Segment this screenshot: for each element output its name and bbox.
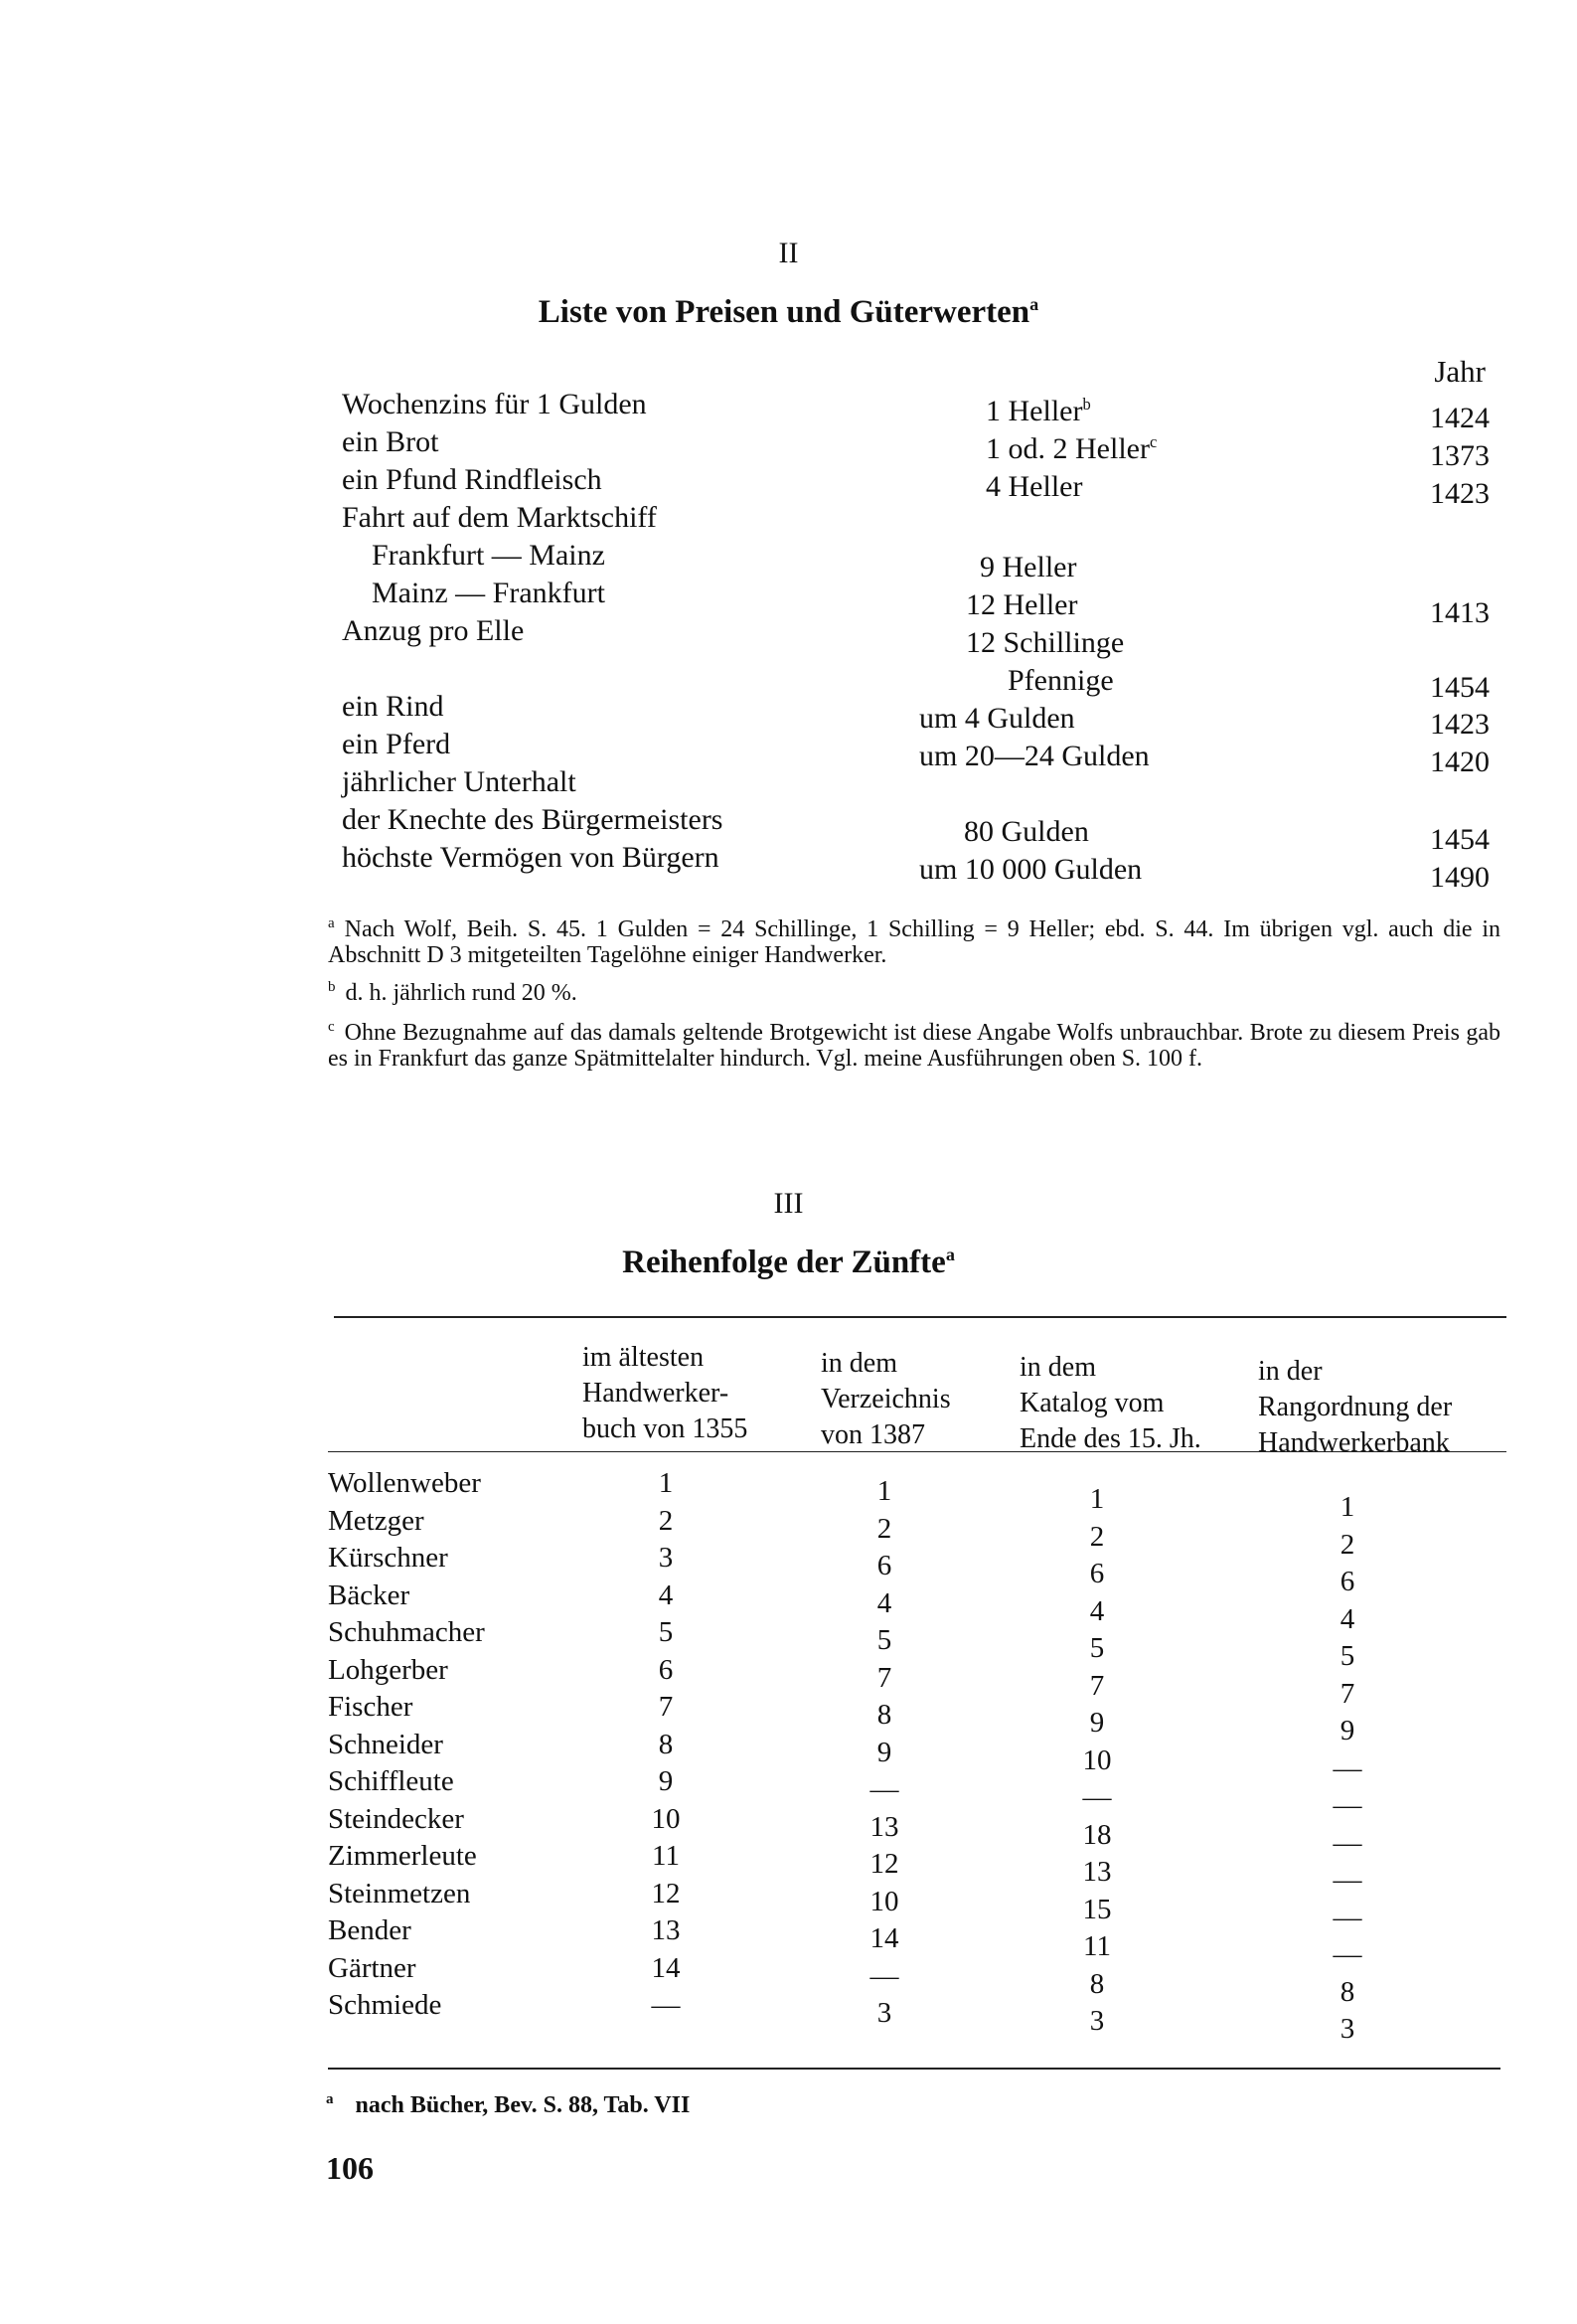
price-item-value: um 20—24 Gulden	[919, 740, 1150, 772]
price-item-label: höchste Vermögen von Bürgern	[342, 841, 719, 874]
price-item-label: Frankfurt — Mainz	[372, 539, 605, 572]
section-3-title-text: Reihenfolge der Zünfte	[622, 1245, 946, 1280]
guild-rank-col-3: —	[1082, 1781, 1112, 1813]
price-item-label: jährlicher Unterhalt	[342, 765, 576, 798]
price-item-label: Wochenzins für 1 Gulden	[342, 388, 647, 420]
guild-name: Lohgerber	[328, 1653, 448, 1686]
price-item-footnote-mark: b	[1082, 395, 1091, 414]
guild-rank-col-2: 9	[876, 1736, 892, 1768]
page-number: 106	[326, 2150, 374, 2186]
guild-rank-col-4: —	[1333, 1826, 1362, 1859]
guild-rank-col-3: 2	[1089, 1520, 1105, 1553]
section-3-title	[0, 1245, 1577, 1281]
guild-rank-col-1: 14	[651, 1951, 681, 1984]
guild-rank-col-2: 10	[869, 1885, 899, 1917]
section-3-title-footnote-mark: a	[945, 1245, 955, 1264]
guild-name: Steinmetzen	[328, 1877, 471, 1909]
guild-rank-col-2: 3	[876, 1997, 892, 2029]
guild-rank-col-1: 7	[658, 1691, 674, 1723]
guild-rank-col-2: 1	[876, 1475, 892, 1507]
price-item-year: 1420	[1430, 746, 1490, 778]
section-2-footnote-a	[328, 911, 1500, 968]
price-item-year: 1423	[1430, 708, 1490, 741]
guild-rank-col-1: 4	[658, 1578, 674, 1611]
guild-name: Metzger	[328, 1504, 424, 1537]
guild-rank-col-4: 1	[1340, 1491, 1355, 1523]
guild-rank-col-3: 4	[1089, 1594, 1105, 1627]
guild-rank-col-1: 13	[651, 1914, 681, 1946]
guild-rank-col-1: 12	[651, 1877, 681, 1909]
price-item-label: Fahrt auf dem Marktschiff	[342, 501, 657, 534]
guild-rank-col-4: —	[1333, 1864, 1362, 1896]
guild-rank-col-1: 1	[658, 1467, 674, 1499]
column-header-1387: in dem Verzeichnis von 1387	[821, 1348, 951, 1450]
guild-rank-col-4: 4	[1340, 1602, 1355, 1635]
guild-rank-col-2: 6	[876, 1550, 892, 1581]
guild-rank-col-3: 7	[1089, 1669, 1105, 1702]
guild-rank-col-4: 3	[1340, 2013, 1355, 2045]
guild-rank-col-3: 3	[1089, 2005, 1105, 2037]
table-bottom-rule	[328, 2068, 1500, 2070]
price-item-value: 1 Heller$^b$	[986, 395, 1091, 427]
guild-name: Bäcker	[328, 1578, 410, 1611]
guild-rank-col-3: 1	[1089, 1483, 1105, 1515]
guild-rank-col-1: 6	[658, 1653, 674, 1686]
guild-rank-col-4: 2	[1340, 1528, 1355, 1561]
footnote-mark: c	[328, 1019, 335, 1035]
section-3-footnote	[326, 2091, 690, 2119]
guild-name: Schiffleute	[328, 1765, 454, 1797]
guild-name: Schmiede	[328, 1989, 442, 2021]
guild-rank-col-1: 11	[652, 1840, 680, 1872]
guild-rank-col-2: 5	[876, 1624, 892, 1656]
price-item-value: 12 Heller	[966, 588, 1078, 621]
guild-rank-col-3: 11	[1083, 1930, 1111, 1962]
price-item-label: ein Rind	[342, 690, 444, 723]
price-item-value: 4 Heller	[986, 470, 1083, 503]
footnote-text: Nach Wolf, Beih. S. 45. 1 Gulden = 24 Schillinge, 1 Schilling = 9 Heller; ebd. S. 44. Im übrigen vgl. auch die in Abschnitt D 3 mitgeteilten Tagelöhne einiger Handwerker.	[328, 916, 1500, 968]
guild-rank-col-2: —	[869, 1773, 899, 1805]
price-item-label: Mainz — Frankfurt	[372, 577, 605, 609]
price-item-footnote-mark: c	[1149, 432, 1158, 451]
guild-rank-col-4: 7	[1340, 1677, 1355, 1710]
guild-rank-col-2: 2	[876, 1512, 892, 1545]
guild-rank-col-4: —	[1333, 1938, 1362, 1970]
guild-name: Bender	[328, 1914, 411, 1946]
guild-rank-col-1: 3	[658, 1542, 674, 1574]
price-item-value: 9 Heller	[980, 551, 1077, 583]
guild-rank-col-4: 8	[1340, 1975, 1355, 2008]
guild-rank-col-1: 5	[658, 1616, 674, 1648]
column-header-1355: im ältesten Handwerker- buch von 1355	[582, 1342, 748, 1444]
price-item-label: ein Brot	[342, 425, 439, 458]
footnote-mark: b	[328, 979, 336, 995]
price-item-year: 1424	[1430, 402, 1490, 434]
guild-rank-col-2: 8	[876, 1699, 892, 1731]
price-item-year: 1454	[1430, 671, 1490, 704]
section-3-footnote-text: nach Bücher, Bev. S. 88, Tab. VII	[355, 2092, 691, 2118]
column-header-15th-century: in dem Katalog vom Ende des 15. Jh.	[1020, 1352, 1201, 1454]
guild-rank-col-1: —	[651, 1989, 681, 2021]
guild-rank-col-3: 10	[1082, 1743, 1112, 1776]
price-item-value: Pfennige	[1008, 664, 1114, 697]
guild-rank-col-4: 9	[1340, 1715, 1355, 1746]
section-2-footnote-b	[328, 974, 1500, 1006]
price-item-value: um 4 Gulden	[919, 702, 1075, 735]
section-2-title	[0, 294, 1577, 331]
guild-rank-col-3: 8	[1089, 1967, 1105, 2000]
price-item-year: 1373	[1430, 439, 1490, 472]
price-item-year: 1413	[1430, 596, 1490, 629]
guild-rank-col-4: 5	[1340, 1640, 1355, 1672]
section-2-title-text: Liste von Preisen und Güterwerten	[538, 294, 1030, 330]
footnote-text: d. h. jährlich rund 20 %.	[345, 980, 577, 1006]
guild-rank-col-2: 7	[876, 1661, 892, 1694]
guild-name: Schuhmacher	[328, 1616, 485, 1648]
footnote-mark: a	[328, 915, 335, 931]
guild-rank-col-2: 14	[869, 1922, 899, 1954]
guild-rank-col-3: 13	[1082, 1856, 1112, 1888]
guild-rank-col-1: 8	[658, 1728, 674, 1760]
guild-rank-col-2: 4	[876, 1586, 892, 1619]
guild-rank-col-1: 10	[651, 1802, 681, 1835]
guild-rank-col-2: —	[869, 1959, 899, 1992]
guild-rank-col-3: 18	[1082, 1818, 1112, 1851]
section-2-title-footnote-mark: a	[1029, 294, 1039, 314]
price-item-label: ein Pferd	[342, 728, 451, 760]
guild-rank-col-1: 2	[658, 1504, 674, 1537]
guild-rank-col-4: 6	[1340, 1566, 1355, 1597]
guild-name: Gärtner	[328, 1951, 416, 1984]
guild-name: Fischer	[328, 1691, 413, 1723]
guild-rank-col-2: 12	[869, 1848, 899, 1880]
column-header-handwerkerbank: in der Rangordnung der Handwerkerbank	[1258, 1356, 1453, 1458]
guild-rank-col-3: 15	[1082, 1893, 1112, 1925]
guild-rank-col-4: —	[1333, 1789, 1362, 1821]
price-item-value: 1 od. 2 Heller$^c$	[986, 432, 1158, 465]
price-item-value: um 10 000 Gulden	[919, 853, 1143, 886]
guild-name: Kürschner	[328, 1542, 448, 1574]
guild-name: Wollenweber	[328, 1467, 481, 1499]
guild-rank-col-3: 9	[1089, 1707, 1105, 1739]
guild-name: Schneider	[328, 1728, 443, 1760]
price-item-value: 12 Schillinge	[966, 626, 1125, 659]
guild-rank-col-3: 6	[1089, 1558, 1105, 1589]
guild-name: Zimmerleute	[328, 1840, 477, 1872]
guild-rank-col-4: —	[1333, 1751, 1362, 1784]
guild-rank-col-2: 13	[869, 1810, 899, 1843]
price-item-value: 80 Gulden	[964, 815, 1089, 848]
section-3-footnote-mark: a	[326, 2091, 334, 2107]
price-item-label: ein Pfund Rindfleisch	[342, 463, 602, 496]
year-column-header: Jahr	[1434, 354, 1486, 389]
section-3-number: III	[773, 1187, 804, 1220]
guild-rank-col-1: 9	[658, 1765, 674, 1797]
price-item-year: 1454	[1430, 823, 1490, 856]
price-item-year: 1423	[1430, 477, 1490, 510]
guild-rank-col-4: —	[1333, 1901, 1362, 1933]
footnote-text: Ohne Bezugnahme auf das damals geltende Brotgewicht ist diese Angabe Wolfs unbrauchbar. Brote zu diesem Preis gab es in Frankfurt das ganze Spätmittelalter hindurch. Vgl. meine Ausführungen oben S. 100 f.	[328, 1020, 1500, 1072]
guild-rank-col-3: 5	[1089, 1632, 1105, 1664]
guild-name: Steindecker	[328, 1802, 464, 1835]
table-top-rule	[334, 1316, 1506, 1318]
price-item-label: der Knechte des Bürgermeisters	[342, 803, 723, 836]
price-item-year: 1490	[1430, 861, 1490, 894]
price-item-label: Anzug pro Elle	[342, 614, 525, 647]
section-2-footnote-c	[328, 1014, 1500, 1072]
section-2-number: II	[778, 237, 799, 269]
